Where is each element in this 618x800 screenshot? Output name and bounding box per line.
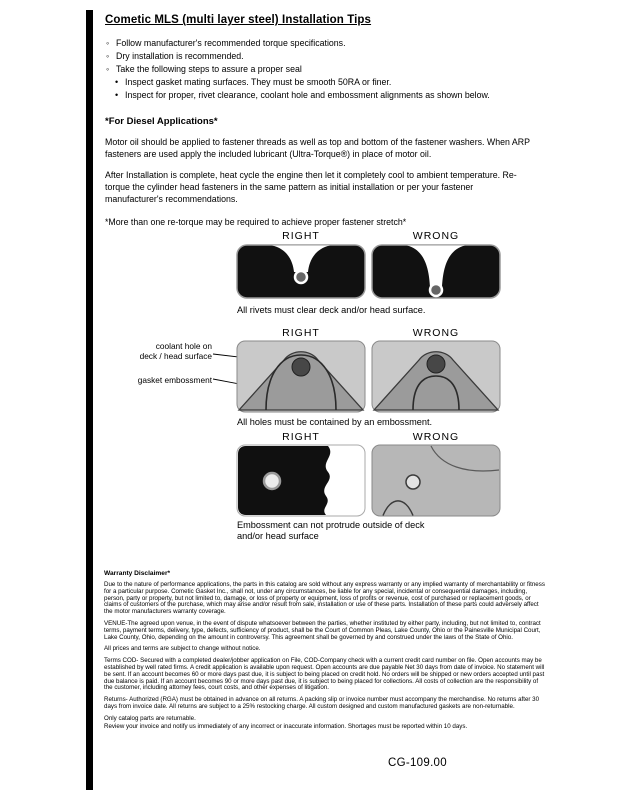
tip-item: ◦ Dry installation is recommended.: [105, 50, 530, 63]
tip-item: ◦ Take the following steps to assure a proper seal: [105, 63, 530, 76]
right-heading-row1: RIGHT: [282, 230, 320, 242]
protrusion-right-image: [236, 444, 366, 517]
warranty-disclaimer-section: [104, 570, 545, 730]
tip-item: ◦ Follow manufacturer's recommended torque specifications.: [105, 37, 530, 50]
diagram-section: [0, 228, 618, 558]
protrusion-wrong-image: [371, 444, 501, 517]
page-title: Cometic MLS (multi layer steel) Installation Tips: [105, 14, 372, 26]
coolant-hole-label: [112, 341, 212, 361]
rivet-right-image: [236, 244, 366, 299]
tips-sublist: [114, 76, 530, 102]
diesel-paragraph-2: After Installation is complete, heat cycle the engine then let it completely cool to ambient temperature. Re-torque the cylinder head fasteners in the same pattern as initial installation or per your fastener manufacturer's recommendations.: [105, 170, 517, 204]
disclaimer-paragraph: All prices and terms are subject to change without notice.: [104, 645, 261, 653]
caption-rivets: All rivets must clear deck and/or head surface.: [237, 305, 426, 315]
wrong-heading-row2: WRONG: [412, 327, 460, 339]
retorque-note: *More than one re-torque may be required to achieve proper fastener stretch*: [105, 217, 407, 227]
page-number: CG-109.00: [388, 757, 447, 769]
warranty-disclaimer-heading: Warranty Disclaimer*: [104, 570, 171, 577]
rivet-wrong-image: [371, 244, 501, 299]
embossment-wrong-image: [371, 340, 501, 413]
disclaimer-paragraph: Only catalog parts are returnable.: [104, 714, 196, 722]
right-heading-row2: RIGHT: [282, 327, 320, 339]
caption-protrusion: Embossment can not protrude outside of deck and/or head surface: [237, 520, 425, 541]
main-content: [105, 14, 530, 228]
embossment-right-image: [236, 340, 366, 413]
disclaimer-paragraph: Due to the nature of performance applications, the parts in this catalog are sold without any express warranty or any implied warranty of merchantability or fitness for a particular purpose. Cometic Gasket Inc., shall not, under any circumstances, be liable for any special, incidental or consequential damages, including, person, party or property, but not limited to, damage, or loss of property or equipment, loss of profits or revenue, cost of purchased or replacement goods, or claims of customers of the purchase, which may arise and/or result from sale, installation or use of these parts. Installation of these parts could adversely affect the motor manufacturers warranty coverage.: [104, 581, 545, 616]
disclaimer-paragraph: Review your invoice and notify us immediately of any incorrect or inaccurate information. Shortages must be reported within 10 days.: [104, 722, 468, 730]
right-heading-row3: RIGHT: [282, 431, 320, 443]
disclaimer-paragraph: Terms COD- Secured with a completed dealer/jobber application on File, COD-Company check with a current credit card number on file. Open accounts may be established by well rated firms. A credit application is available upon request. Open accounts are due payable Net 30 days from date of invoice. No statement will be sent. If an account becomes 60 or more days past due, it is subject to being placed on credit hold. No orders will be shipped or new orders accepted until past due balance is paid. If an account becomes 90 or more days past due, it is subject to being placed for collections. All costs of collection are the responsibility of the customer, including attorney fees, court costs, and other expenses of litigation.: [104, 657, 545, 692]
wrong-heading-row3: WRONG: [412, 431, 460, 443]
tips-list: [105, 37, 530, 76]
coolant-hole-label-line2: deck / head surface: [139, 351, 212, 361]
wrong-heading-row1: WRONG: [412, 230, 460, 242]
coolant-hole-label-line1: coolant hole on: [155, 341, 212, 351]
disclaimer-paragraph: Returns- Authorized (RGA) must be obtained in advance on all returns. A packing slip or invoice number must accompany the merchandise. No returns after 30 days from invoice date. All returns are subject to a 25% restocking charge. All custom designed and custom manufactured gaskets are non-returnable.: [104, 696, 540, 710]
caption-holes: All holes must be contained by an embossment.: [237, 417, 433, 427]
tip-subitem: • Inspect for proper, rivet clearance, coolant hole and embossment alignments as shown below.: [114, 89, 530, 102]
disclaimer-paragraph: VENUE-The agreed upon venue, in the event of dispute whatsoever between the parties, whether instituted by either party, including, but not limited to, contract terms, payment terms, delivery, type, defects, sufficiency of product, shall be the Court of Common Pleas, Lake County, Ohio or the Painesville Municipal Court, Lake County, Ohio, depending on the amount in controversy. This agreement shall be governed by and construed under the laws of the State of Ohio.: [104, 619, 541, 641]
diesel-applications-heading: *For Diesel Applications*: [105, 116, 218, 127]
tip-subitem: • Inspect gasket mating surfaces. They must be smooth 50RA or finer.: [114, 76, 530, 89]
gasket-embossment-label: gasket embossment: [137, 375, 212, 385]
diesel-paragraph-1: Motor oil should be applied to fastener threads as well as top and bottom of the fastener washers. When ARP fasteners are used apply the included lubricant (Ultra-Torque®) in place of motor oil.: [105, 137, 530, 159]
